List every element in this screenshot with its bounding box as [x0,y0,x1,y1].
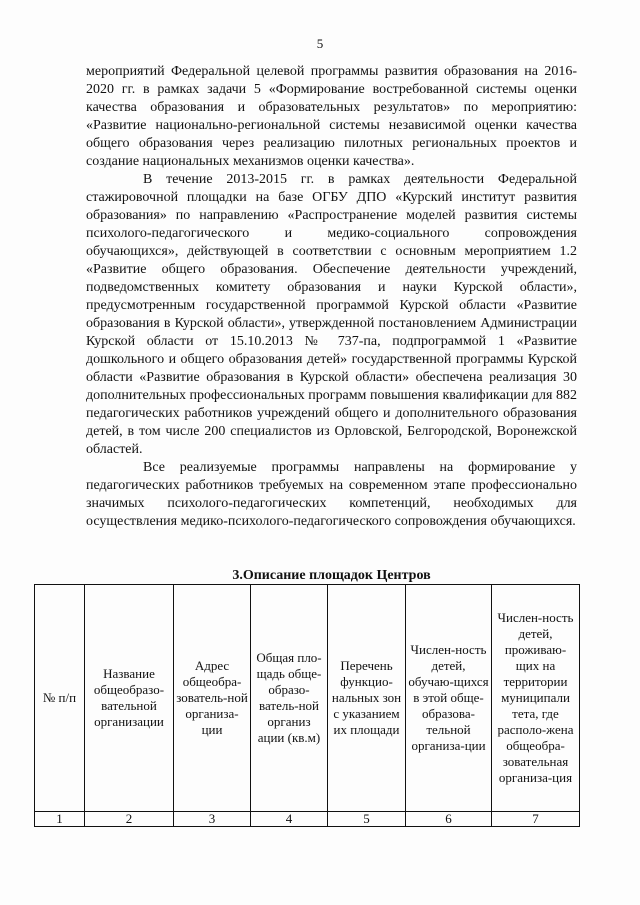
header-cell-number: № п/п [35,585,85,812]
header-cell-residents: Числен-ность детей, проживаю-щих на территории муниципали тета, где располо-жена общеобра-зовательная организа-ция [492,585,580,812]
header-cell-students: Числен-ность детей, обучаю-щихся в этой обще-образова-тельной организа-ции [406,585,492,812]
header-cell-address: Адрес общеобра-зователь-ной организа-ции [174,585,251,812]
paragraph-2: В течение 2013-2015 гг. в рамках деятельности Федеральной стажировочной площадки на базе ОГБУ ДПО «Курский институт развития образования» по направлению «Распространение моделей развития системы психолого-педагогического и медико-социального сопровождения обучающихся», действующей в соответствии с основным мероприятием 1.2 «Развитие общего образования. Обеспечение деятельности учреждений, подведомственных комитету образования и науки Курской области», предусмотренным государственной программой Курской области «Развитие образования в Курской области», утвержденной постановлением Администрации Курской области от 15.10.2013 № 737-па, подпрограммой 1 «Развитие дошкольного и общего образования детей» государственной программы Курской области «Развитие образования в Курской области» обеспечена реализация 30 дополнительных профессиональных программ повышения квалификации для 882 педагогических работников учреждений общего и дополнительного образования детей, в том числе 200 специалистов из Орловской, Белгородской, Воронежской областей. [86,172,577,457]
paragraph-3: Все реализуемые программы направлены на формирование у педагогических работников требуемых на современном этапе профессионально значимых психолого-педагогических компетенций, необходимых для осуществления медико-психолого-педагогического сопровождения обучающихся. [86,460,577,529]
table-row [35,812,580,827]
section-title: 3.Описание площадок Центров [232,568,431,583]
column-number-cell: 5 [328,812,406,827]
column-number-cell: 2 [85,812,174,827]
column-number-cell: 7 [492,812,580,827]
header-cell-area: Общая пло-щадь обще-образо-ватель-ной организ ации (кв.м) [251,585,328,812]
page-number: 5 [316,36,324,51]
header-cell-zones: Перечень функцио-нальных зон с указанием их площади [328,585,406,812]
column-number-cell: 1 [35,812,85,827]
body-text [86,63,577,531]
table-header-row [35,585,580,812]
centers-table [34,584,580,827]
column-number-cell: 4 [251,812,328,827]
column-number-cell: 6 [406,812,492,827]
column-number-cell: 3 [174,812,251,827]
paragraph-1: мероприятий Федеральной целевой программы развития образования на 2016-2020 гг. в рамках задачи 5 «Формирование востребованной системы оценки качества образования и образовательных результатов» по мероприятию: «Развитие национально-региональной системы независимой оценки качества общего образования через реализацию пилотных региональных проектов и создание национальных механизмов оценки качества». [86,64,577,169]
header-cell-name: Название общеобразо-вательной организации [85,585,174,812]
